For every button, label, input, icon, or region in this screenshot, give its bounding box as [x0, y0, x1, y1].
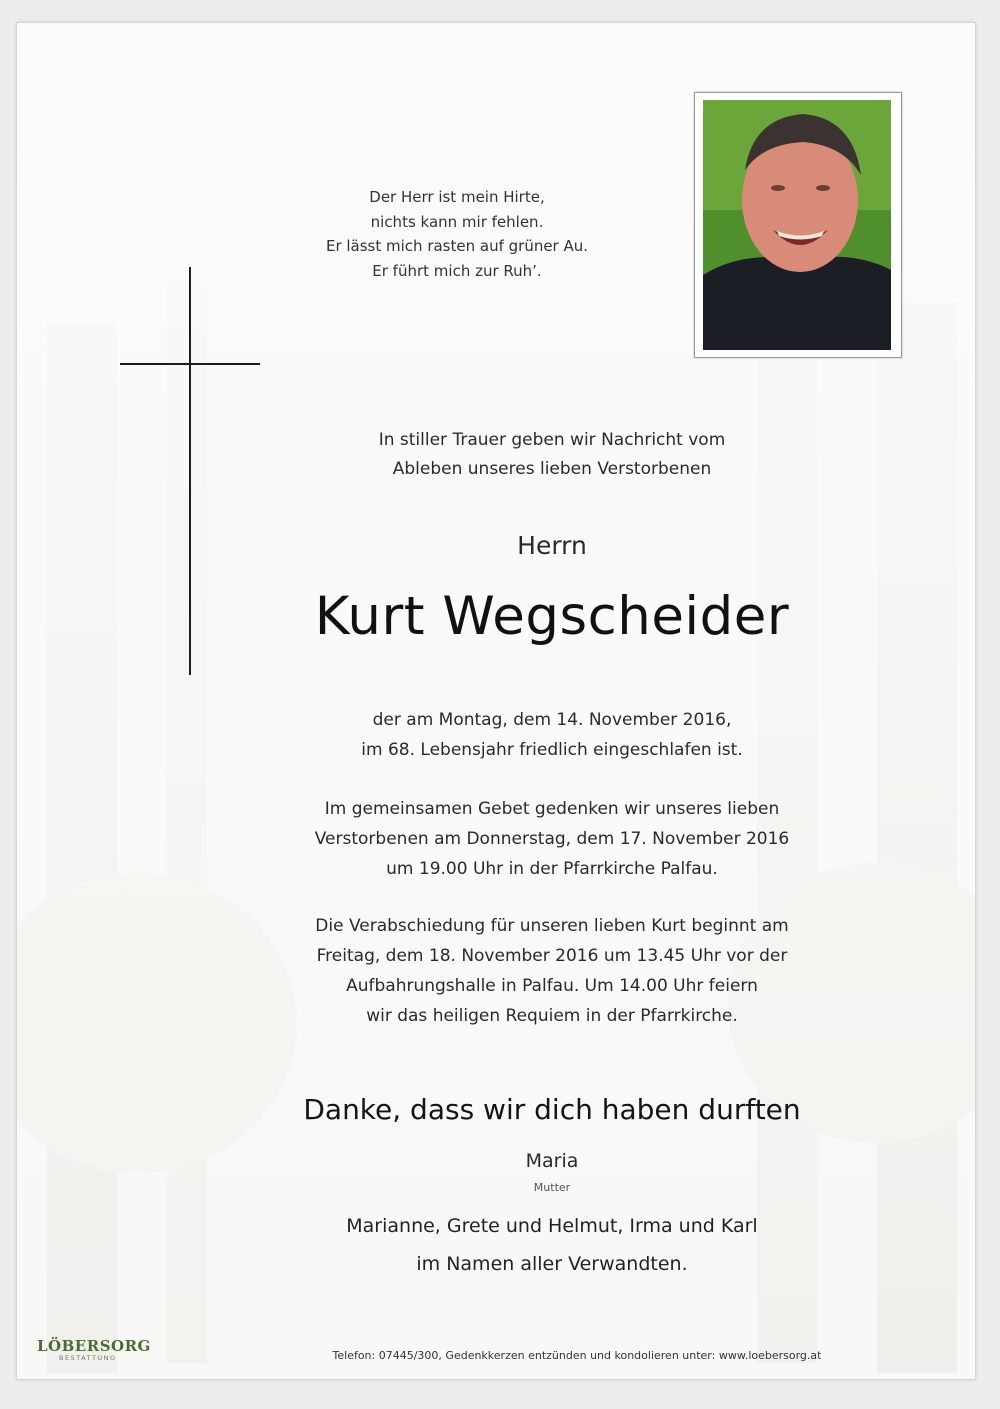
portrait-photo [703, 100, 891, 350]
paragraph-line: Die Verabschiedung für unseren lieben Kurt beginnt am [315, 916, 789, 936]
mother-name: Maria [525, 1150, 579, 1172]
death-paragraph [237, 705, 867, 765]
family-names: Marianne, Grete und Helmut, Irma und Karl [346, 1215, 758, 1237]
paragraph-line: Aufbahrungshalle in Palfau. Um 14.00 Uhr feiern [346, 976, 758, 996]
relatives-line: im Namen aller Verwandten. [416, 1253, 688, 1275]
paragraph-line: Freitag, dem 18. November 2016 um 13.45 Uhr vor der [316, 946, 788, 966]
intro-line: In stiller Trauer geben wir Nachricht vom [378, 430, 726, 450]
portrait-frame [694, 92, 902, 358]
salutation: Herrn [517, 531, 587, 560]
logo-subtitle: BESTATTUNG [59, 1354, 117, 1362]
thanks-heading: Danke, dass wir dich haben durften [303, 1093, 801, 1126]
paragraph-line: Verstorbenen am Donnerstag, dem 17. November 2016 [314, 829, 790, 849]
verse-line: nichts kann mir fehlen. [370, 212, 544, 231]
company-logo [37, 1337, 151, 1362]
verse-line: Er lässt mich rasten auf grüner Au. [325, 237, 589, 255]
prayer-paragraph [237, 794, 867, 884]
logo-name: LÖBERSORG [37, 1337, 151, 1355]
paragraph-line: Im gemeinsamen Gebet gedenken wir unseres lieben [324, 799, 780, 819]
deceased-name: Kurt Wegscheider [314, 586, 790, 647]
farewell-paragraph [237, 911, 867, 1031]
contact-line: Telefon: 07445/300, Gedenkkerzen entzünden und kondolieren unter: www.loebersorg.at [332, 1349, 822, 1362]
paragraph-line: wir das heiligen Requiem in der Pfarrkirche. [366, 1006, 738, 1026]
announcement-intro [247, 426, 857, 484]
paragraph-line: um 19.00 Uhr in der Pfarrkirche Palfau. [386, 859, 718, 879]
mother-role: Mutter [533, 1181, 571, 1194]
verse-line: Der Herr ist mein Hirte, [369, 188, 545, 206]
verse-line: Er führt mich zur Ruh’. [372, 261, 542, 280]
cross-horizontal-bar [120, 363, 260, 365]
psalm-verse [237, 185, 677, 283]
intro-line: Ableben unseres lieben Verstorbenen [392, 459, 712, 479]
paragraph-line: der am Montag, dem 14. November 2016, [372, 710, 732, 730]
paragraph-line: im 68. Lebensjahr friedlich eingeschlafen ist. [361, 740, 743, 760]
obituary-sheet [16, 22, 976, 1380]
